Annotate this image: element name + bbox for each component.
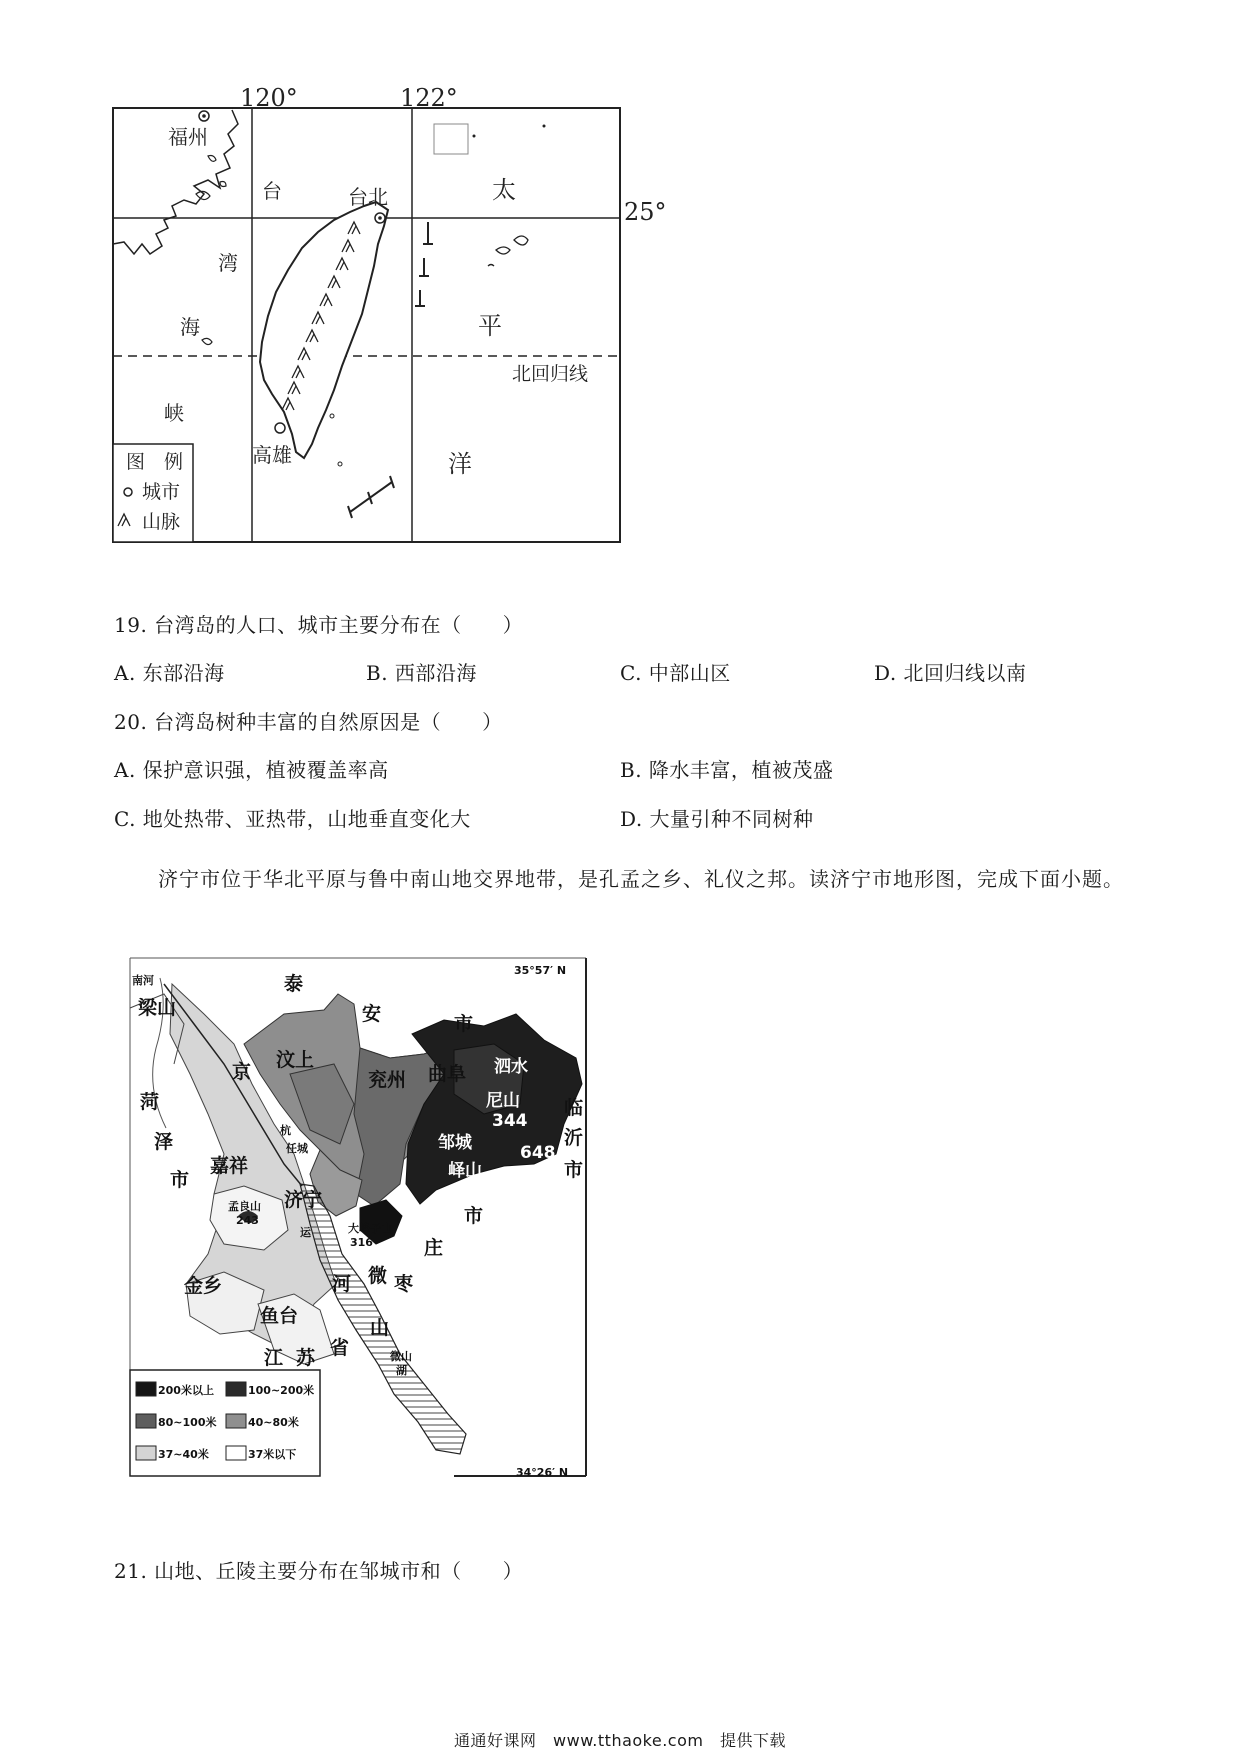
label-linyi-1: 临 [564, 1097, 584, 1119]
label-jiangsu-1: 江 [264, 1347, 284, 1369]
label-wei: 微 [368, 1265, 388, 1287]
label-jing: 京 [232, 1061, 252, 1083]
ocean-char-2: 平 [478, 312, 502, 340]
label-nishan: 尼山 [486, 1091, 520, 1111]
strait-char-2: 湾 [218, 251, 238, 275]
label-jiangsu-3: 省 [330, 1337, 350, 1359]
legend-swatch-6 [226, 1446, 246, 1460]
legend-label-3: 80~100米 [158, 1416, 217, 1429]
legend-label-4: 40~80米 [248, 1416, 299, 1429]
legend-label-5: 37~40米 [158, 1448, 209, 1461]
lon-label-120: 120° [240, 84, 298, 112]
question-19-option-d[interactable]: D. 北回归线以南 [874, 661, 1027, 685]
label-mengliangshan: 孟良山 [228, 1200, 261, 1213]
label-zaozhuang-3: 枣 [394, 1273, 414, 1295]
label-hang: 杭 [280, 1124, 291, 1137]
label-linyi-3: 市 [564, 1159, 584, 1181]
label-nishan-height: 344 [492, 1111, 528, 1131]
strait-char-4: 峡 [164, 401, 184, 425]
label-an: 安 [362, 1003, 382, 1025]
question-20-stem: 20. 台湾岛树种丰富的自然原因是（ ） [114, 710, 503, 734]
islet-dot [543, 125, 546, 128]
label-qufu: 曲阜 [428, 1063, 467, 1085]
label-yishan: 峄山 [448, 1161, 482, 1181]
label-linyi-2: 沂 [564, 1127, 584, 1149]
label-zaozhuang-1: 市 [464, 1205, 484, 1227]
legend-title: 图 例 [126, 451, 184, 473]
legend-swatch-3 [136, 1414, 156, 1428]
lat-label-25: 25° [624, 198, 667, 226]
legend-label-6: 37米以下 [248, 1448, 297, 1461]
lon-label-122: 122° [400, 84, 458, 112]
label-yanzhou: 兖州 [368, 1069, 407, 1091]
label-zaozhuang-2: 庄 [424, 1237, 444, 1259]
label-jiangsu-2: 苏 [296, 1347, 316, 1369]
taiwan-map-svg [112, 84, 667, 548]
inset-box [434, 124, 468, 154]
label-tai: 泰 [284, 973, 304, 995]
legend-swatch-4 [226, 1414, 246, 1428]
question-19-stem: 19. 台湾岛的人口、城市主要分布在（ ） [114, 613, 524, 637]
label-jiaxiang: 嘉祥 [210, 1155, 249, 1177]
jining-terrain-map [124, 954, 594, 1480]
question-19-option-c[interactable]: C. 中部山区 [620, 661, 731, 685]
island-chain [415, 222, 433, 306]
legend-swatch-2 [226, 1382, 246, 1396]
city-marker-taibei-dot [378, 216, 382, 220]
label-yun: 运 [300, 1226, 311, 1239]
city-label-gaoxiong: 高雄 [252, 443, 292, 467]
label-hu: 湖 [396, 1364, 407, 1377]
ocean-char-1: 太 [492, 176, 516, 204]
city-label-fuzhou: 福州 [168, 125, 208, 149]
ocean-char-3: 洋 [448, 450, 472, 478]
label-peak-height: 648.8 [520, 1143, 574, 1163]
legend-label-1: 200米以上 [158, 1384, 214, 1397]
question-21-stem: 21. 山地、丘陵主要分布在邹城市和（ ） [114, 1559, 524, 1583]
label-jinxiang: 金乡 [184, 1275, 223, 1297]
tropic-label: 北回归线 [512, 363, 589, 385]
label-zoucheng: 邹城 [438, 1133, 472, 1153]
label-yutai: 鱼台 [260, 1305, 299, 1327]
label-rencheng: 任城 [286, 1142, 308, 1155]
legend-swatch-1 [136, 1382, 156, 1396]
label-shi: 市 [454, 1013, 474, 1035]
legend-mountain-label: 山脉 [142, 511, 181, 533]
page-footer: 通通好课网 www.tthaoke.com 提供下载 [454, 1731, 786, 1750]
question-19-option-a[interactable]: A. 东部沿海 [114, 661, 225, 685]
label-heze-2: 泽 [154, 1131, 174, 1153]
taiwan-map [112, 84, 667, 548]
label-jining: 济宁 [284, 1189, 323, 1211]
label-wenshang: 汶上 [276, 1049, 315, 1071]
city-label-taibei: 台北 [348, 185, 388, 209]
label-dafeng: 大峰子山 [348, 1222, 392, 1235]
legend-swatch-5 [136, 1446, 156, 1460]
question-20-option-b[interactable]: B. 降水丰富，植被茂盛 [620, 758, 834, 782]
label-weishan: 微山 [390, 1350, 412, 1363]
strait-char-3: 海 [180, 315, 200, 339]
question-20-option-c[interactable]: C. 地处热带、亚热带，山地垂直变化大 [114, 807, 471, 831]
question-20-option-d[interactable]: D. 大量引种不同树种 [620, 807, 814, 831]
lat-top-label: 35°57′ N [514, 964, 567, 977]
ryukyu-islands [488, 236, 528, 266]
intro-paragraph: 济宁市位于华北平原与鲁中南山地交界地带，是孔孟之乡、礼仪之邦。读济宁市地形图，完成下面小题。 [158, 867, 1124, 891]
coastal-islands [196, 156, 226, 200]
taiwan-island [260, 202, 388, 458]
jining-map-svg [124, 954, 594, 1480]
label-mengliang-height: 243 [236, 1214, 259, 1227]
question-20-option-a[interactable]: A. 保护意识强，植被覆盖率高 [114, 758, 389, 782]
legend-label-2: 100~200米 [248, 1384, 315, 1397]
lüdao-island [330, 414, 334, 418]
lanyu-island [338, 462, 342, 466]
islet-dot [473, 135, 476, 138]
lat-bottom-label: 34°26′ N [516, 1466, 569, 1479]
label-shandong: 山 [370, 1317, 390, 1339]
label-he: 河 [332, 1273, 352, 1295]
label-nan: 南河 [132, 974, 154, 987]
scale-bar [348, 476, 394, 518]
legend-city-label: 城市 [142, 481, 181, 503]
label-liangshan: 梁山 [138, 997, 177, 1019]
penghu-islands [202, 338, 212, 344]
label-heze-1: 菏 [140, 1091, 160, 1113]
strait-char-1: 台 [262, 179, 282, 203]
city-marker-gaoxiong [275, 423, 285, 433]
question-19-option-b[interactable]: B. 西部沿海 [366, 661, 477, 685]
city-marker-fuzhou-dot [202, 114, 206, 118]
label-sishui: 泗水 [494, 1057, 528, 1077]
label-dafeng-height: 316 [350, 1236, 373, 1249]
label-heze-3: 市 [170, 1169, 190, 1191]
